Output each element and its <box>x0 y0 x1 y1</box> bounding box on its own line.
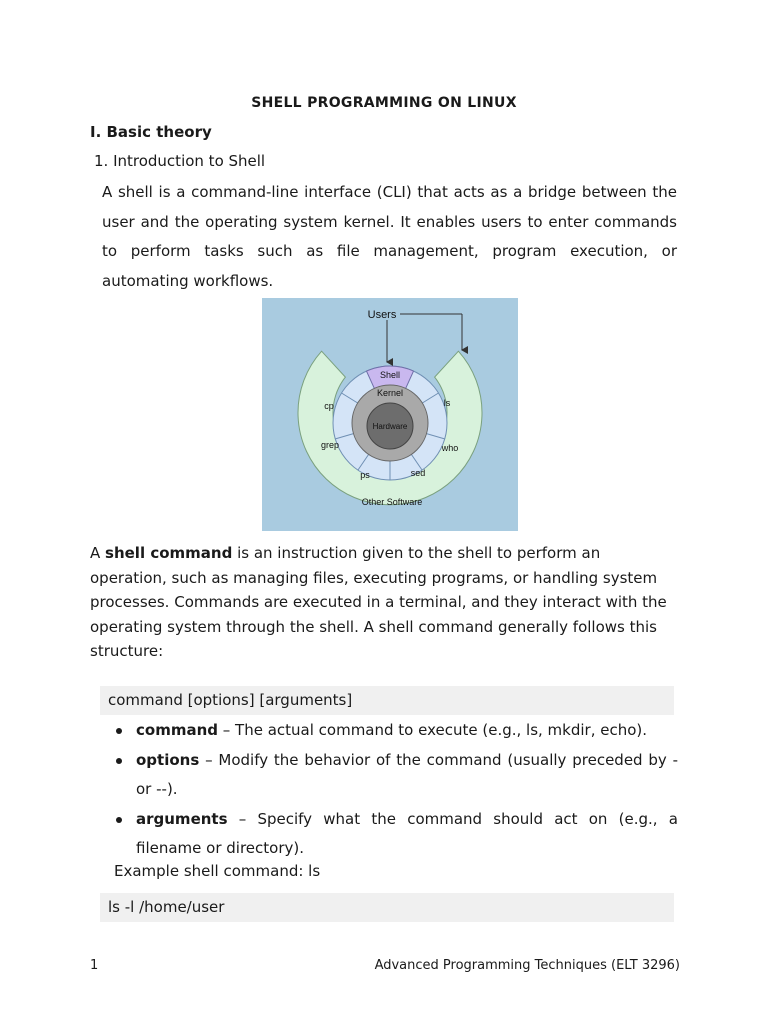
users-label: Users <box>367 309 397 321</box>
other-software-label: Other Software <box>361 497 423 507</box>
bullet-item-command <box>112 716 678 746</box>
bullet-item-options <box>112 746 678 805</box>
grep-label: grep <box>320 440 340 450</box>
who-label: who <box>441 443 459 453</box>
subsection-heading: 1. Introduction to Shell <box>94 152 266 170</box>
bullet-dot <box>116 758 122 764</box>
diagram-svg <box>262 298 518 531</box>
ps-label: ps <box>360 470 370 480</box>
cp-label: cp <box>324 401 334 411</box>
bullet-dot <box>116 817 122 823</box>
para-rest: is an instruction given to the shell to perform an operation, such as managing files, executing programs, or handling system processes. Commands are executed in a terminal, and they interact with the operating system through the shell. A shell command generally follows this structure: <box>90 544 667 660</box>
document-title: SHELL PROGRAMMING ON LINUX <box>251 95 517 111</box>
example-code-block: ls -l /home/user <box>100 893 674 922</box>
bullet-desc: – The actual command to execute (e.g., ls, mkdir, echo). <box>218 721 648 739</box>
bullet-item-arguments <box>112 805 678 864</box>
structure-code-block: command [options] [arguments] <box>100 686 674 715</box>
shell-architecture-diagram <box>262 298 518 531</box>
bullet-term: options <box>136 750 200 769</box>
sed-label: sed <box>410 468 426 478</box>
kernel-label: Kernel <box>376 388 404 398</box>
para-prefix: A <box>90 544 106 562</box>
section-heading: I. Basic theory <box>90 123 212 141</box>
bullet-term: arguments <box>136 809 228 828</box>
shell-command-paragraph <box>90 541 680 664</box>
bullet-desc: – Specify what the command should act on (e.g., a filename or directory). <box>136 809 678 857</box>
bullet-list <box>112 716 678 864</box>
bullet-term: command <box>136 721 218 739</box>
shell-command-term: shell command <box>105 544 233 562</box>
page-number: 1 <box>90 958 99 973</box>
intro-paragraph: A shell is a command-line interface (CLI) that acts as a bridge between the user and the operating system kernel. It enables users to enter commands to perform tasks such as file management, program execution, or automating workflows. <box>102 183 677 290</box>
ls-label: ls <box>443 398 451 408</box>
footer-course-title: Advanced Programming Techniques (ELT 3296) <box>374 958 680 973</box>
bullet-desc: – Modify the behavior of the command (usually preceded by - or --). <box>136 750 678 798</box>
bullet-dot <box>116 728 122 734</box>
hardware-label: Hardware <box>372 422 408 431</box>
shell-label: Shell <box>379 370 401 380</box>
example-label: Example shell command: ls <box>114 862 321 880</box>
